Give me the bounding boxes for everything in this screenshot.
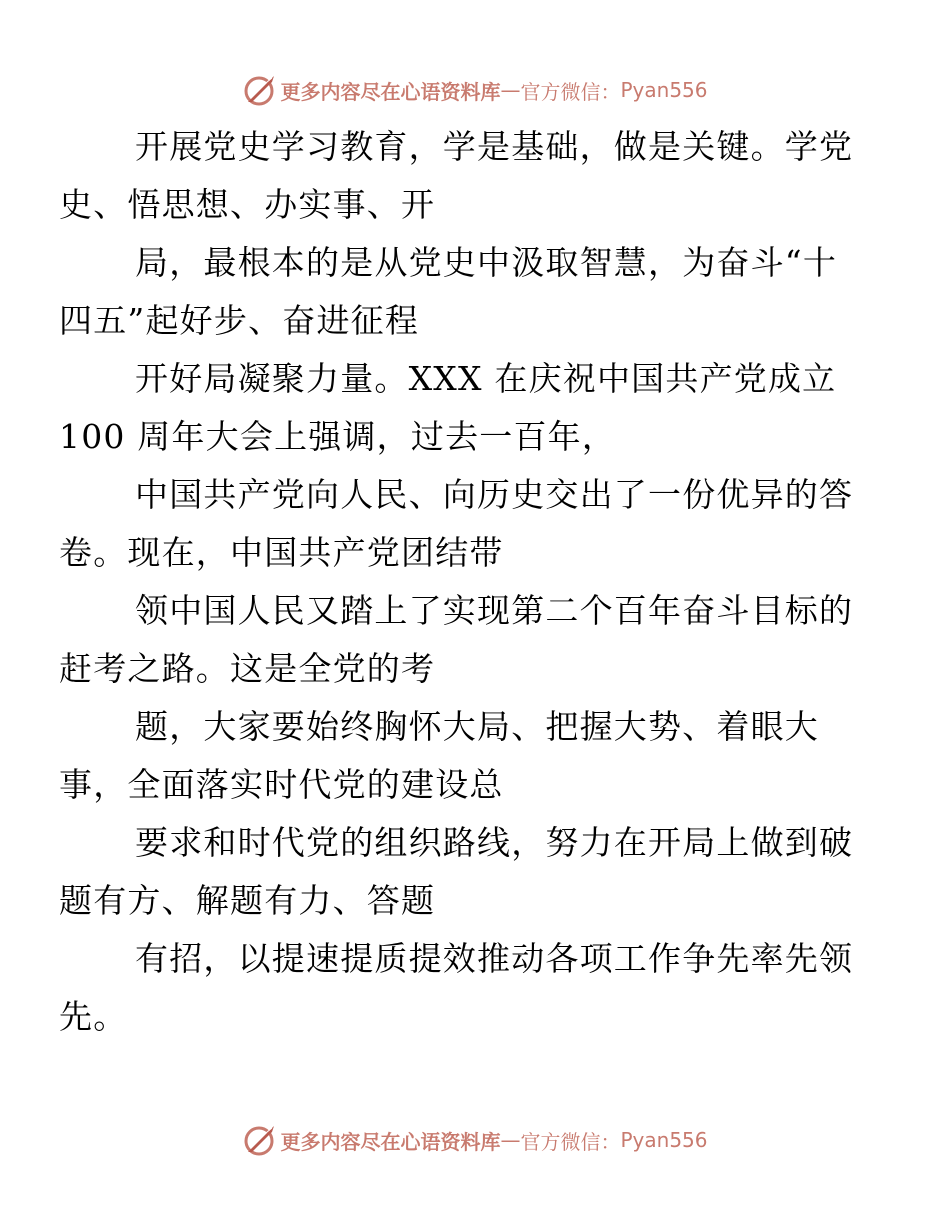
paragraph-line: 先。 [59, 997, 128, 1036]
paragraph-1 [59, 118, 857, 234]
paragraph-line: 赶考之路。这是全党的考 [59, 649, 436, 688]
paragraph-line: 局，最根本的是从党史中汲取智慧，为奋斗“十 [135, 243, 838, 282]
paragraph-line: 中国共产党向人民、向历史交出了一份优异的答 [135, 475, 854, 514]
paragraph-line: 题，大家要始终胸怀大局、把握大势、着眼大 [135, 707, 819, 746]
paragraph-8 [59, 930, 857, 1046]
paragraph-line: 领中国人民又踏上了实现第二个百年奋斗目标的 [135, 591, 854, 630]
wechat-label: 官方微信： [520, 79, 621, 104]
paragraph-line: 有招，以提速提质提效推动各项工作争先率先领 [135, 939, 854, 978]
quill-pen-icon [242, 72, 278, 108]
paragraph-4 [59, 466, 857, 582]
document-body [59, 118, 857, 1046]
paragraph-line: 开展党史学习教育，学是基础，做是关键。学党 [135, 127, 854, 166]
quill-pen-icon [242, 1122, 278, 1158]
paragraph-5 [59, 582, 857, 698]
wechat-label: 官方微信： [520, 1129, 621, 1154]
header-watermark [0, 70, 950, 110]
separator-dash: — [500, 78, 521, 102]
paragraph-line: 100 周年大会上强调，过去一百年， [59, 417, 617, 456]
wechat-id: Pyan556 [620, 78, 708, 102]
wechat-id: Pyan556 [620, 1128, 708, 1152]
paragraph-3 [59, 350, 857, 466]
footer-watermark [0, 1120, 950, 1160]
brand-text: 更多内容尽在心语资料库 [280, 1129, 501, 1154]
paragraph-line: 要求和时代党的组织路线，努力在开局上做到破 [135, 823, 854, 862]
paragraph-2 [59, 234, 857, 350]
separator-dash: — [500, 1128, 521, 1152]
paragraph-6 [59, 698, 857, 814]
paragraph-line: 事，全面落实时代党的建设总 [59, 765, 504, 804]
paragraph-line: 题有方、解题有力、答题 [59, 881, 436, 920]
paragraph-7 [59, 814, 857, 930]
paragraph-line: 四五”起好步、奋进征程 [59, 301, 420, 340]
paragraph-line: 开好局凝聚力量。XXX 在庆祝中国共产党成立 [135, 359, 837, 398]
paragraph-line: 卷。现在，中国共产党团结带 [59, 533, 504, 572]
paragraph-line: 史、悟思想、办实事、开 [59, 185, 436, 224]
brand-text: 更多内容尽在心语资料库 [280, 79, 501, 104]
